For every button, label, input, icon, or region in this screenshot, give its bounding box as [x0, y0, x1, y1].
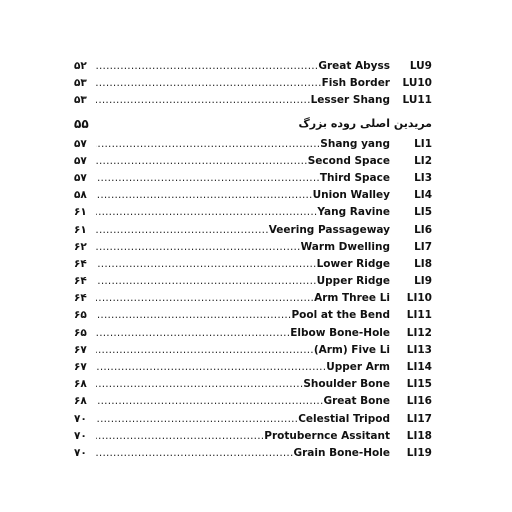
- entry-title: (Arm) Five Li: [313, 343, 390, 356]
- dot-leader: [96, 136, 320, 153]
- entry-page-number: ۵۳: [74, 94, 87, 107]
- dot-leader: [96, 325, 290, 342]
- toc-entry-lu10: [74, 75, 432, 92]
- dot-leader: [96, 393, 324, 410]
- dot-leader: [96, 58, 318, 75]
- entry-code: LI13: [406, 343, 432, 356]
- entry-page-number: ۶۷: [74, 343, 87, 356]
- section-title: مریدین اصلی روده بزرگ: [298, 116, 432, 130]
- toc-entry-li6: [74, 222, 432, 239]
- entry-title: Great Bone: [323, 395, 390, 408]
- dot-leader: [96, 170, 320, 187]
- entry-code: LI14: [406, 361, 432, 373]
- entry-code: LI10: [406, 292, 432, 305]
- dot-leader: [96, 273, 317, 290]
- entry-page-number: ۶۴: [74, 275, 87, 288]
- entry-title: Protubernce Assitant: [264, 429, 390, 442]
- entry-title: Shang yang: [320, 137, 390, 150]
- toc-entry-li3: [74, 170, 432, 187]
- toc-entry-li10: [74, 290, 432, 307]
- toc-entry-li7: [74, 239, 432, 256]
- entry-title: Arm Three Li: [314, 292, 390, 305]
- entry-code: LI5: [414, 206, 432, 219]
- toc-entry-li13: [74, 342, 432, 359]
- dot-leader: [96, 239, 301, 256]
- entry-title: Elbow Bone-Hole: [290, 326, 390, 339]
- entry-title: Shoulder Bone: [303, 378, 390, 391]
- entry-title: Fish Border: [321, 77, 390, 90]
- entry-code: LI15: [406, 378, 432, 391]
- dot-leader: [96, 428, 264, 445]
- dot-leader: [96, 290, 314, 307]
- entry-title: Lesser Shang: [310, 94, 390, 107]
- entry-page-number: ۶۱: [74, 206, 87, 219]
- entry-page-number: ۶۴: [74, 292, 87, 305]
- entry-page-number: ۵۲: [74, 60, 87, 72]
- entry-title: Veering Passageway: [268, 223, 390, 236]
- toc-entry-li2: [74, 153, 432, 170]
- section-page-number: ۵۵: [74, 116, 89, 131]
- dot-leader: [96, 204, 317, 221]
- toc-entry-li4: [74, 187, 432, 204]
- entry-title: Yang Ravine: [317, 206, 390, 219]
- entry-title: Warm Dwelling: [300, 240, 390, 253]
- entry-code: LI17: [406, 412, 432, 425]
- entry-code: LI19: [406, 446, 432, 459]
- entry-title: Celestial Tripod: [298, 412, 390, 425]
- table-of-contents: [74, 58, 432, 462]
- toc-entry-li16: [74, 393, 432, 410]
- entry-page-number: ۶۱: [74, 223, 87, 236]
- dot-leader: [96, 153, 308, 170]
- dot-leader: [96, 222, 269, 239]
- entry-page-number: ۷۰: [74, 412, 87, 425]
- dot-leader: [96, 256, 317, 273]
- dot-leader: [96, 342, 314, 359]
- entry-code: LI7: [414, 240, 432, 253]
- toc-entry-lu9: [74, 58, 432, 75]
- toc-entry-li5: [74, 204, 432, 221]
- entry-code: LI9: [414, 275, 432, 288]
- entry-page-number: ۶۸: [74, 378, 87, 391]
- entry-code: LI18: [406, 429, 432, 442]
- entry-page-number: ۶۸: [74, 395, 87, 408]
- entry-title: Pool at the Bend: [291, 309, 390, 322]
- entry-title: Upper Ridge: [316, 275, 390, 288]
- entry-title: Third Space: [319, 171, 390, 184]
- toc-entry-li19: [74, 445, 432, 462]
- entry-title: Union Walley: [312, 189, 390, 202]
- entry-page-number: ۶۷: [74, 361, 87, 373]
- dot-leader: [96, 187, 313, 204]
- toc-entry-li14: [74, 359, 432, 376]
- entry-code: LI2: [414, 154, 432, 167]
- entry-code: LI12: [406, 326, 432, 339]
- entry-page-number: ۶۵: [74, 309, 87, 322]
- entry-page-number: ۷۰: [74, 446, 87, 459]
- entry-page-number: ۶۵: [74, 326, 87, 339]
- toc-entry-li8: [74, 256, 432, 273]
- entry-code: LI6: [414, 223, 432, 236]
- entry-code: LU11: [402, 94, 432, 107]
- entry-title: Lower Ridge: [316, 257, 390, 270]
- toc-entry-li11: [74, 307, 432, 324]
- entry-title: Upper Arm: [326, 361, 390, 373]
- entry-page-number: ۷۰: [74, 429, 87, 442]
- entry-code: LI16: [406, 395, 432, 408]
- entry-page-number: ۵۳: [74, 77, 87, 90]
- toc-entry-li1: [74, 136, 432, 153]
- dot-leader: [96, 307, 291, 324]
- toc-entry-li18: [74, 428, 432, 445]
- dot-leader: [96, 92, 311, 109]
- entry-code: LI8: [414, 257, 432, 270]
- entry-page-number: ۶۲: [74, 240, 87, 253]
- entry-page-number: ۵۷: [74, 137, 87, 150]
- dot-leader: [96, 445, 293, 462]
- entry-code: LU10: [402, 77, 432, 90]
- dot-leader: [96, 359, 326, 376]
- dot-leader: [96, 376, 303, 393]
- toc-entry-lu11: [74, 92, 432, 109]
- entry-code: LI4: [414, 189, 432, 202]
- toc-entry-li17: [74, 411, 432, 428]
- entry-title: Great Abyss: [318, 60, 390, 72]
- entry-page-number: ۵۷: [74, 154, 87, 167]
- toc-entry-li9: [74, 273, 432, 290]
- section-heading: [74, 112, 432, 136]
- entry-page-number: ۶۴: [74, 257, 87, 270]
- dot-leader: [96, 411, 298, 428]
- entry-page-number: ۵۸: [74, 189, 87, 202]
- entry-code: LU9: [409, 60, 432, 72]
- entry-page-number: ۵۷: [74, 171, 87, 184]
- entry-title: Grain Bone-Hole: [293, 446, 390, 459]
- entry-title: Second Space: [307, 154, 390, 167]
- entry-code: LI11: [406, 309, 432, 322]
- dot-leader: [96, 75, 322, 92]
- entry-code: LI1: [414, 137, 432, 150]
- toc-entry-li15: [74, 376, 432, 393]
- entry-code: LI3: [414, 171, 432, 184]
- toc-entry-li12: [74, 325, 432, 342]
